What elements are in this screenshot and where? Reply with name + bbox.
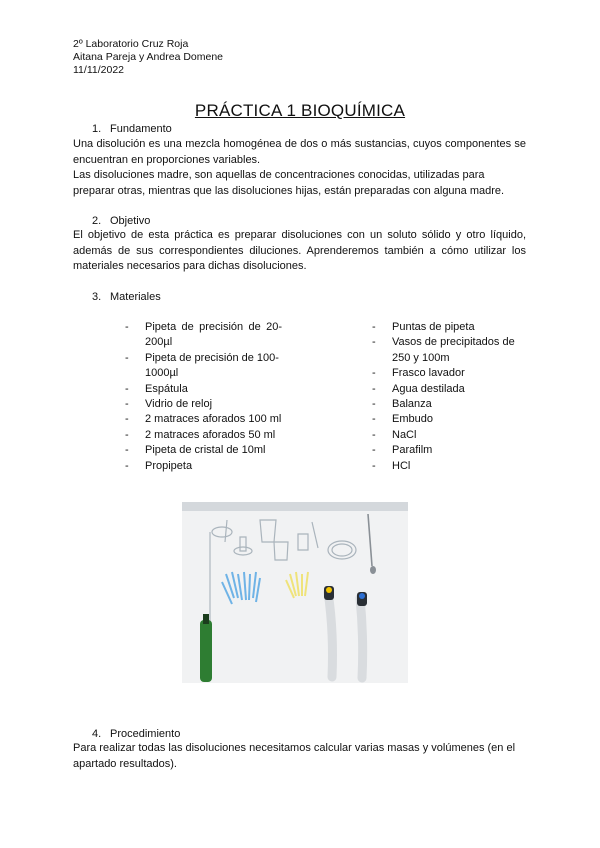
list-item: - Embudo (372, 412, 528, 427)
fundamento-body (73, 137, 526, 199)
list-item: - Vasos de precipitados de 250 y 100m (372, 335, 528, 366)
paragraph: Una disolución es una mezcla homogénea de dos o más sustancias, cuyos componentes se encuentran en proporciones variables. (73, 138, 526, 166)
section-title: Fundamento (110, 123, 172, 135)
list-item: - Parafilm (372, 443, 528, 458)
list-item: - 2 matraces aforados 50 ml (125, 428, 282, 443)
list-item: - Propipeta (125, 459, 282, 474)
list-item: - Espátula (125, 382, 282, 397)
section-heading-materiales (92, 291, 161, 303)
list-item: - Frasco lavador (372, 366, 528, 381)
header-authors: Aitana Pareja y Andrea Domene (73, 51, 224, 63)
list-item: - Pipeta de precisión de 100-1000µl (125, 351, 282, 382)
section-number: 2. (92, 215, 102, 227)
list-item: - Balanza (372, 397, 528, 412)
list-item: - NaCl (372, 428, 528, 443)
list-item: - HCl (372, 459, 528, 474)
objetivo-body (73, 228, 526, 275)
section-title: Materiales (110, 291, 161, 303)
section-number: 1. (92, 123, 102, 135)
list-item: - Puntas de pipeta (372, 320, 528, 335)
section-heading-procedimiento (92, 728, 180, 740)
list-item: - Agua destilada (372, 382, 528, 397)
section-number: 3. (92, 291, 102, 303)
header-date: 11/11/2022 (73, 64, 124, 76)
section-number: 4. (92, 728, 102, 740)
materials-photo-illustration (182, 502, 408, 683)
section-title: Objetivo (110, 215, 151, 227)
list-item: - Pipeta de precisión de 20-200µl (125, 320, 282, 351)
materials-photo (182, 502, 408, 683)
header-lab: 2º Laboratorio Cruz Roja (73, 38, 189, 50)
list-item: - Vidrio de reloj (125, 397, 282, 412)
page-title: PRÁCTICA 1 BIOQUÍMICA (194, 101, 406, 120)
section-title: Procedimiento (110, 728, 181, 740)
paragraph: Para realizar todas las disoluciones necesitamos calcular varias masas y volúmenes (en el apartado resultados). (73, 742, 516, 770)
section-heading-fundamento (92, 123, 172, 135)
paragraph: Las disoluciones madre, son aquellas de concentraciones conocidas, utilizadas para preparar otras, mientras que las disoluciones hijas, están preparadas con alguna madre. (73, 169, 505, 197)
section-heading-objetivo (92, 215, 150, 227)
materials-list-left (125, 320, 282, 474)
materials-list-right (372, 320, 528, 474)
procedimiento-body (73, 741, 526, 772)
list-item: - 2 matraces aforados 100 ml (125, 412, 282, 427)
list-item: - Pipeta de cristal de 10ml (125, 443, 282, 458)
paragraph: El objetivo de esta práctica es preparar disoluciones con un soluto sólido y otro líquido, además de sus correspondientes diluciones. Aprenderemos también a cómo utilizar los materiales necesarios para dichas disoluciones. (73, 229, 526, 272)
